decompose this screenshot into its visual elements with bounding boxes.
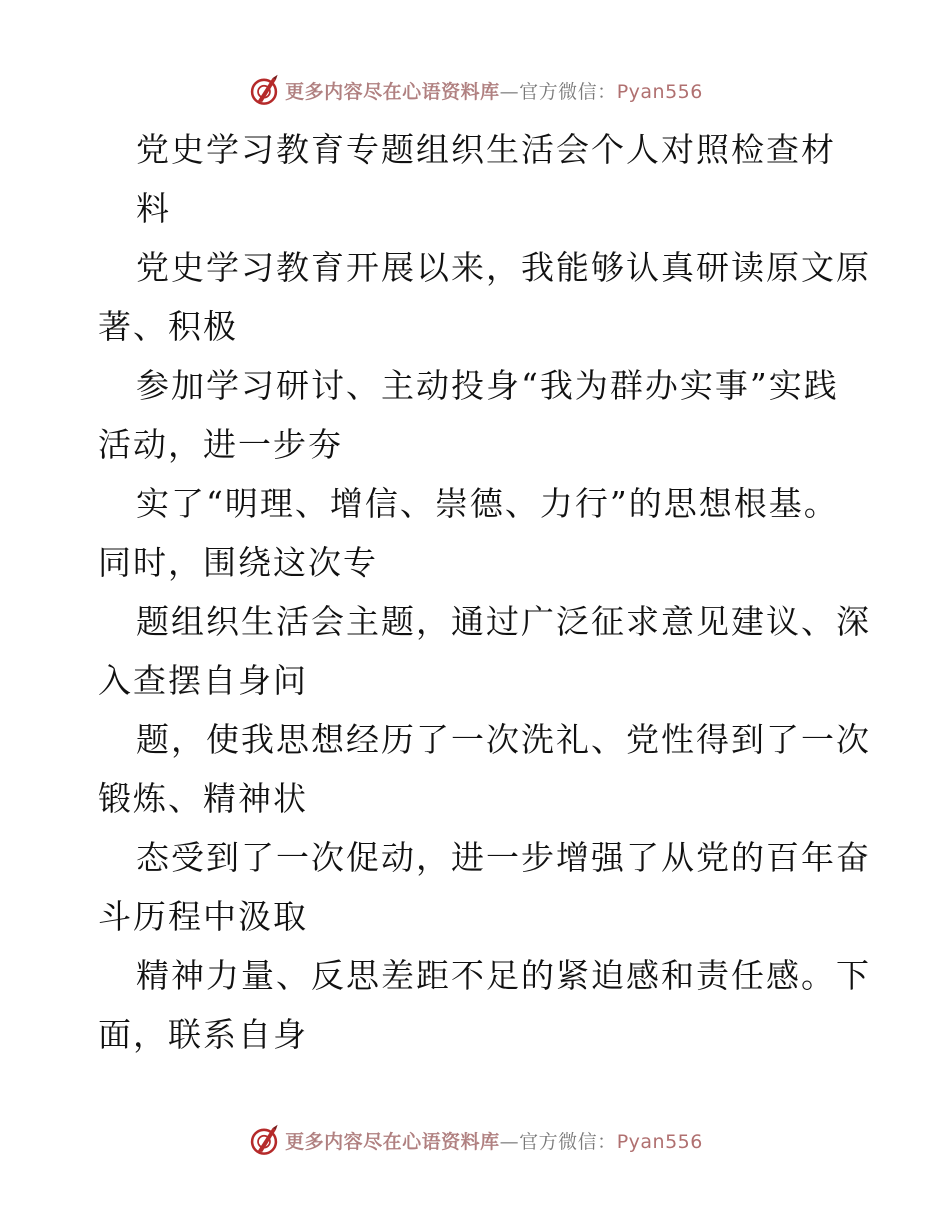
paragraph-line: 锻炼、精神状 xyxy=(98,779,308,818)
paragraph-line: 同时，围绕这次专 xyxy=(98,543,378,582)
watermark-text xyxy=(285,1127,703,1154)
quill-pen-logo-icon xyxy=(247,1123,281,1157)
paragraph-line: 参加学习研讨、主动投身“我为群办实事”实践 xyxy=(136,366,839,405)
watermark-wechat-label: 官方微信： xyxy=(519,1130,617,1153)
paragraph-line: 精神力量、反思差距不足的紧迫感和责任感。下 xyxy=(136,956,871,995)
quill-pen-logo-icon xyxy=(247,73,281,107)
paragraph-line: 态受到了一次促动，进一步增强了从党的百年奋 xyxy=(136,838,871,877)
paragraph-line: 面，联系自身 xyxy=(98,1015,308,1054)
paragraph-line: 斗历程中汲取 xyxy=(98,897,308,936)
watermark-wechat-id: Pyan556 xyxy=(616,1130,703,1153)
watermark-wechat-id: Pyan556 xyxy=(616,80,703,103)
paragraph-line: 活动，进一步夯 xyxy=(98,425,343,464)
paragraph-line: 实了“明理、增信、崇德、力行”的思想根基。 xyxy=(136,484,839,523)
watermark-text xyxy=(285,77,703,104)
document-title-line: 党史学习教育专题组织生活会个人对照检查材 xyxy=(136,130,836,169)
paragraph-line: 著、积极 xyxy=(98,307,238,346)
watermark-wechat-label: 官方微信： xyxy=(519,80,617,103)
paragraph-line: 入查摆自身问 xyxy=(98,661,308,700)
watermark-brand: 更多内容尽在心语资料库 xyxy=(285,1130,500,1153)
watermark-separator: — xyxy=(499,1130,520,1153)
watermark-separator: — xyxy=(499,80,520,103)
paragraph-line: 题组织生活会主题，通过广泛征求意见建议、深 xyxy=(136,602,871,641)
paragraph-line: 题，使我思想经历了一次洗礼、党性得到了一次 xyxy=(136,720,871,759)
paragraph-line: 党史学习教育开展以来，我能够认真研读原文原 xyxy=(136,248,871,287)
watermark-brand: 更多内容尽在心语资料库 xyxy=(285,80,500,103)
document-body xyxy=(98,120,871,1064)
footer-watermark xyxy=(0,1120,950,1160)
document-title-line: 料 xyxy=(136,189,171,228)
header-watermark xyxy=(0,70,950,110)
